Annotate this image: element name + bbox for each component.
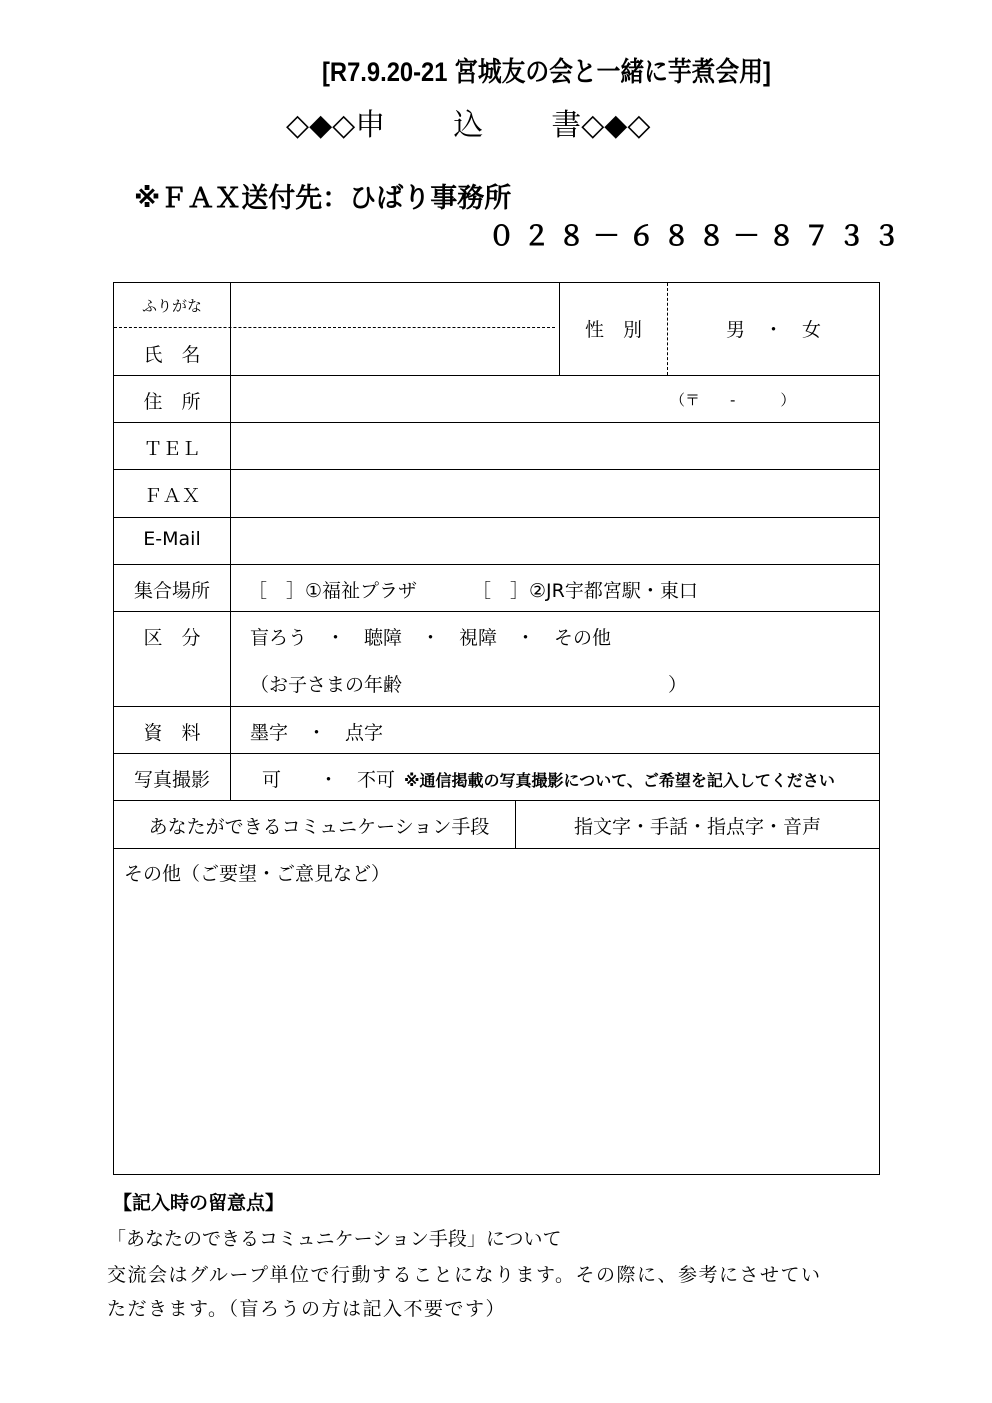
row-divider (114, 611, 879, 612)
row-divider (114, 564, 879, 565)
notes-line: 交流会はグループ単位で行動することになります。その際に、参考にさせてい (107, 1264, 822, 1286)
category-label: 区 分 (143, 627, 201, 649)
fax-destination-label: ※ＦＡＸ送付先：ひばり事務所 (134, 183, 512, 214)
row-divider (114, 469, 879, 470)
fax-destination-number: ０２８－６８８－８７３３ (488, 221, 908, 252)
email-input[interactable] (236, 523, 872, 559)
photo-note: ※通信掲載の写真撮影について、ご希望を記入してください (404, 771, 835, 790)
document-title (286, 100, 650, 144)
meeting-place-label: 集合場所 (133, 580, 210, 602)
notes-line: 「あなたのできるコミュニケーション手段」について (107, 1228, 562, 1250)
postal-code-field[interactable]: （〒 - ） (670, 391, 796, 409)
document-title-suffix: 書◇◆◇ (551, 108, 651, 143)
gender-label: 性 別 (584, 319, 642, 341)
notes-line: ただきます。（盲ろうの方は記入不要です） (107, 1298, 506, 1320)
materials-label: 資 料 (143, 722, 201, 744)
furigana-divider (114, 327, 555, 328)
meeting-place-option-utsunomiya-station[interactable]: ［ ］②JR宇都宮駅・東口 (472, 580, 698, 602)
photo-options[interactable]: 可 ・ 不可 (262, 769, 396, 791)
child-age-field[interactable]: （お子さまの年齢 ） (250, 674, 688, 696)
furigana-input[interactable] (236, 289, 552, 323)
row-divider (114, 706, 879, 707)
meeting-place-option-fukushi-plaza[interactable]: ［ ］①福祉プラザ (248, 580, 418, 602)
fax-input[interactable] (236, 475, 872, 511)
row-divider (114, 375, 879, 376)
name-label: 氏 名 (143, 344, 201, 366)
tel-label: ＴＥＬ (143, 438, 201, 460)
row-divider (114, 422, 879, 423)
category-options[interactable]: 盲ろう ・ 聴障 ・ 視障 ・ その他 (250, 627, 612, 649)
row-divider (114, 848, 879, 849)
row-divider (114, 517, 879, 518)
photo-label: 写真撮影 (133, 769, 210, 791)
other-input[interactable] (124, 891, 869, 1166)
communication-label: あなたができるコミュニケーション手段 (148, 816, 490, 838)
label-column-divider (230, 283, 231, 800)
other-label: その他（ご要望・ご意見など） (124, 863, 391, 885)
address-label: 住 所 (143, 391, 201, 413)
address-input[interactable] (236, 381, 666, 417)
email-label: E-Mail (143, 528, 201, 550)
tel-input[interactable] (236, 428, 872, 464)
gender-options[interactable]: 男 ・ 女 (725, 319, 821, 341)
name-input[interactable] (236, 333, 552, 369)
row-divider (114, 753, 879, 754)
notes-heading: 【記入時の留意点】 (113, 1192, 285, 1214)
document-title-prefix: ◇◆◇申 (286, 108, 386, 143)
fax-label: ＦＡＸ (143, 485, 201, 507)
application-form (113, 282, 880, 1175)
document-title-middle: 込 (453, 108, 484, 143)
row-divider (114, 800, 879, 801)
furigana-label: ふりがな (141, 297, 202, 315)
communication-options[interactable]: 指文字・手話・指点字・音声 (573, 816, 821, 838)
event-title: [R7.9.20-21 宮城友の会と一緒に芋煮会用] (322, 57, 771, 87)
materials-options[interactable]: 墨字 ・ 点字 (250, 722, 384, 744)
